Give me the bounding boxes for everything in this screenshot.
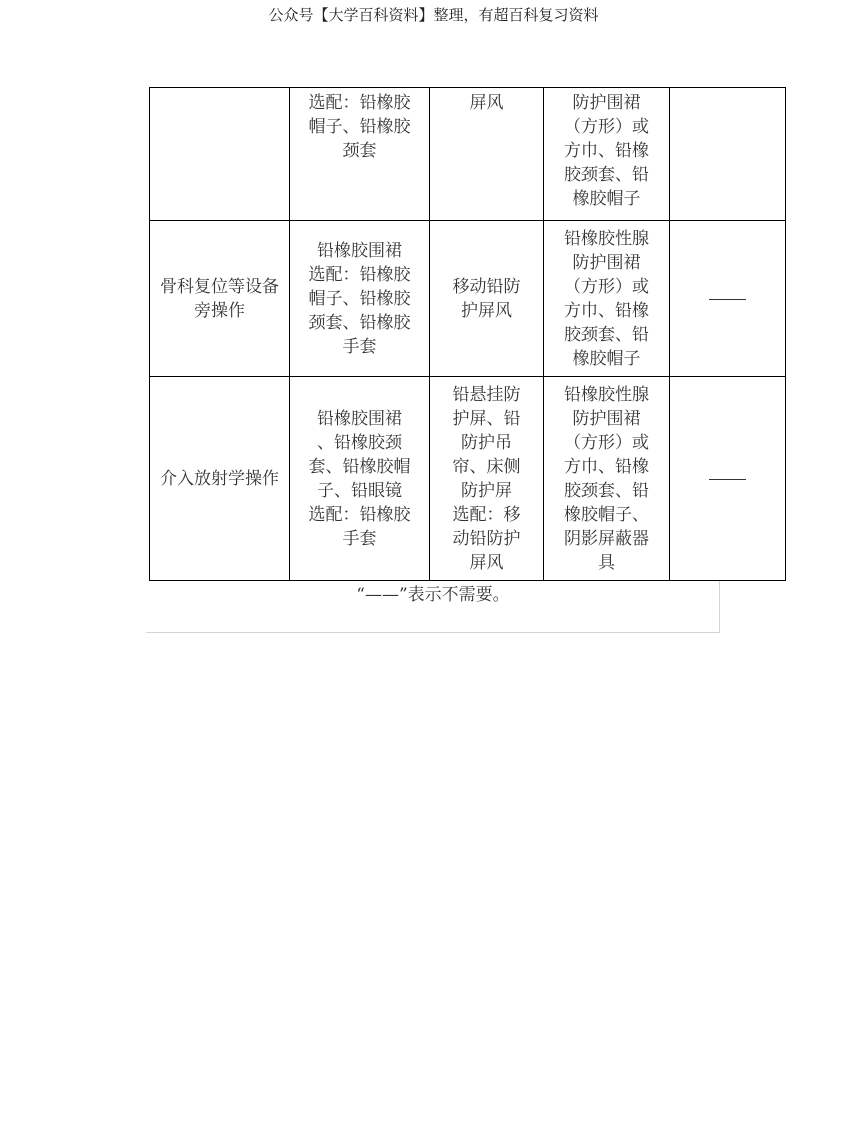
cell-text-line: 胶颈套、铅 [564, 480, 649, 501]
cell-text-line: 子、铅眼镜 [317, 480, 402, 501]
cell-text-line: 帘、床侧 [452, 456, 521, 477]
cell-text-line: 铅橡胶围裙 [317, 408, 402, 429]
cell-text-line: 防护吊 [461, 432, 512, 453]
cell-text-line: 铅橡胶性腺 [564, 384, 649, 405]
cell-text-line: 选配：铅橡胶 [308, 93, 411, 113]
cell-text-line: 铅悬挂防 [452, 384, 521, 405]
cell-text-line: 胶颈套、铅 [564, 165, 649, 185]
table-row [150, 88, 786, 221]
cell-text-line: 移动铅防 [452, 276, 521, 297]
cell-text-line: 颈套、铅橡胶 [308, 312, 411, 333]
scenario-cell [150, 88, 290, 221]
page-header: 公众号【大学百科资料】整理，有超百科复习资料 [268, 6, 599, 24]
cell-text-line: 橡胶帽子 [572, 348, 641, 369]
cell-text-line: （方形）或 [564, 432, 649, 453]
cell-text-line: 护屏风 [461, 300, 512, 321]
cell-text-line: （方形）或 [564, 117, 649, 137]
table-row [150, 221, 786, 377]
table-row [150, 377, 786, 581]
cell-text-line: （方形）或 [564, 276, 649, 297]
patient-protection-cell [544, 221, 670, 377]
patient-protection-cell [544, 377, 670, 581]
personal-protection-cell [290, 377, 430, 581]
cell-text-line: 方巾、铅橡 [564, 141, 649, 161]
other-cell [670, 377, 786, 581]
auxiliary-facility-cell [430, 88, 544, 221]
cell-text-line: 方巾、铅橡 [564, 456, 649, 477]
cell-text-line: 帽子、铅橡胶 [308, 288, 411, 309]
not-required-dash [709, 299, 746, 300]
auxiliary-facility-cell [430, 221, 544, 377]
scenario-cell: 介入放射学操作 [150, 377, 290, 581]
cell-text-line: 橡胶帽子 [572, 189, 641, 209]
cell-text-line: 具 [598, 552, 615, 573]
other-cell [670, 88, 786, 221]
cell-text-line: 选配：铅橡胶 [308, 504, 411, 525]
cell-text-line: 套、铅橡胶帽 [308, 456, 411, 477]
cell-text-line: 胶颈套、铅 [564, 324, 649, 345]
cell-text-line: 颈套 [342, 141, 377, 161]
table-note [146, 581, 720, 633]
cell-text-line: 选配：铅橡胶 [308, 264, 411, 285]
patient-protection-cell [544, 88, 670, 221]
cell-text-line: 铅橡胶围裙 [317, 240, 402, 261]
cell-text-line: 阴影屏蔽器 [564, 528, 649, 549]
not-required-dash [709, 479, 746, 480]
auxiliary-facility-cell [430, 377, 544, 581]
personal-protection-cell [290, 88, 430, 221]
cell-text-line: 护屏、铅 [452, 408, 521, 429]
cell-text-line: 手套 [342, 336, 377, 357]
cell-text-line: 橡胶帽子、 [564, 504, 649, 525]
other-cell [670, 221, 786, 377]
cell-text-line: 防护围裙 [572, 252, 641, 273]
cell-text-line: 、铅橡胶颈 [317, 432, 402, 453]
note-text: “——”表示不需要。 [356, 585, 510, 605]
cell-text-line: 防护围裙 [572, 408, 641, 429]
protection-table [149, 87, 786, 581]
cell-text-line: 防护围裙 [572, 93, 641, 113]
personal-protection-cell [290, 221, 430, 377]
cell-text-line: 方巾、铅橡 [564, 300, 649, 321]
cell-text-line: 防护屏 [461, 480, 512, 501]
cell-text-line: 铅橡胶性腺 [564, 228, 649, 249]
cell-text-line: 帽子、铅橡胶 [308, 117, 411, 137]
scenario-cell: 骨科复位等设备旁操作 [150, 221, 290, 377]
cell-text-line: 手套 [342, 528, 377, 549]
cell-text-line: 屏风 [469, 552, 504, 573]
cell-text-line: 屏风 [469, 93, 504, 113]
cell-text-line: 选配：移 [452, 504, 521, 525]
cell-text-line: 动铅防护 [452, 528, 521, 549]
